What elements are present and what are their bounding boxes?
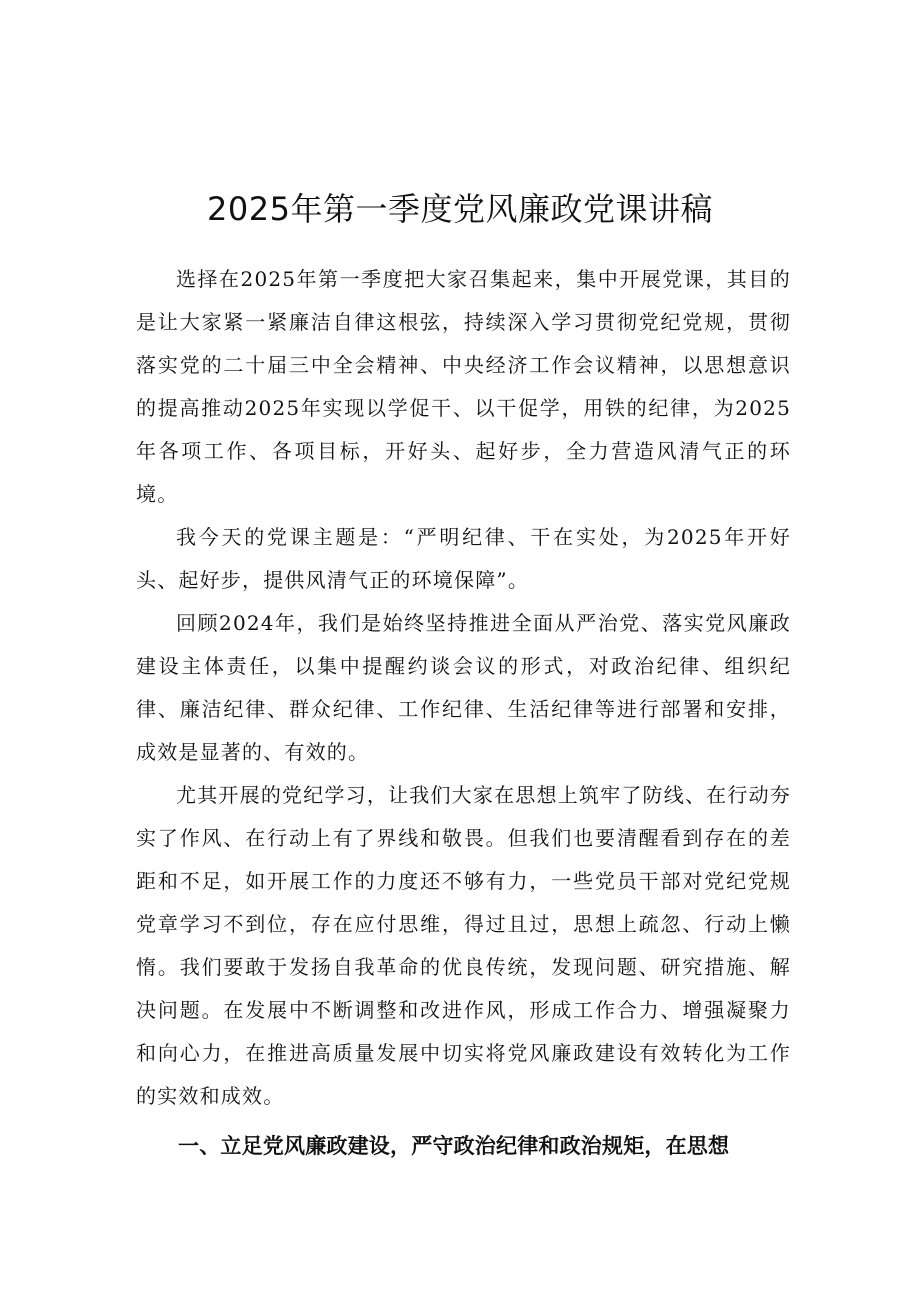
document-title: 2025年第一季度党风廉政党课讲稿 [207, 190, 713, 229]
paragraph-reflection: 尤其开展的党纪学习，让我们大家在思想上筑牢了防线、在行动夯实了作风、在行动上有了界线和敬畏。但我们也要清醒看到存在的差距和不足，如开展工作的力度还不够有力，一些党员干部对党纪党规党章学习不到位，存在应付思维，得过且过，思想上疏忽、行动上懒惰。我们要敢于发扬自我革命的优良传统，发现问题、研究措施、解决问题。在发展中不断调整和改进作风，形成工作合力、增强凝聚力和向心力，在推进高质量发展中切实将党风廉政建设有效转化为工作的实效和成效。 [136, 783, 791, 1108]
paragraph-theme: 我今天的党课主题是：“严明纪律、干在实处，为2025年开好头、起好步，提供风清气正的环境保障”。 [136, 525, 791, 592]
section-heading-1: 一、立足党风廉政建设，严守政治纪律和政治规矩，在思想 [178, 1134, 730, 1158]
paragraph-review: 回顾2024年，我们是始终坚持推进全面从严治党、落实党风廉政建设主体责任，以集中提醒约谈会议的形式，对政治纪律、组织纪律、廉洁纪律、群众纪律、工作纪律、生活纪律等进行部署和安排，成效是显著的、有效的。 [136, 611, 791, 764]
document-body [136, 258, 791, 1168]
paragraph-intro: 选择在2025年第一季度把大家召集起来，集中开展党课，其目的是让大家紧一紧廉洁自律这根弦，持续深入学习贯彻党纪党规，贯彻落实党的二十届三中全会精神、中央经济工作会议精神，以思想意识的提高推动2025年实现以学促干、以干促学，用铁的纪律，为2025年各项工作、各项目标，开好头、起好步，全力营造风清气正的环境。 [136, 267, 791, 506]
